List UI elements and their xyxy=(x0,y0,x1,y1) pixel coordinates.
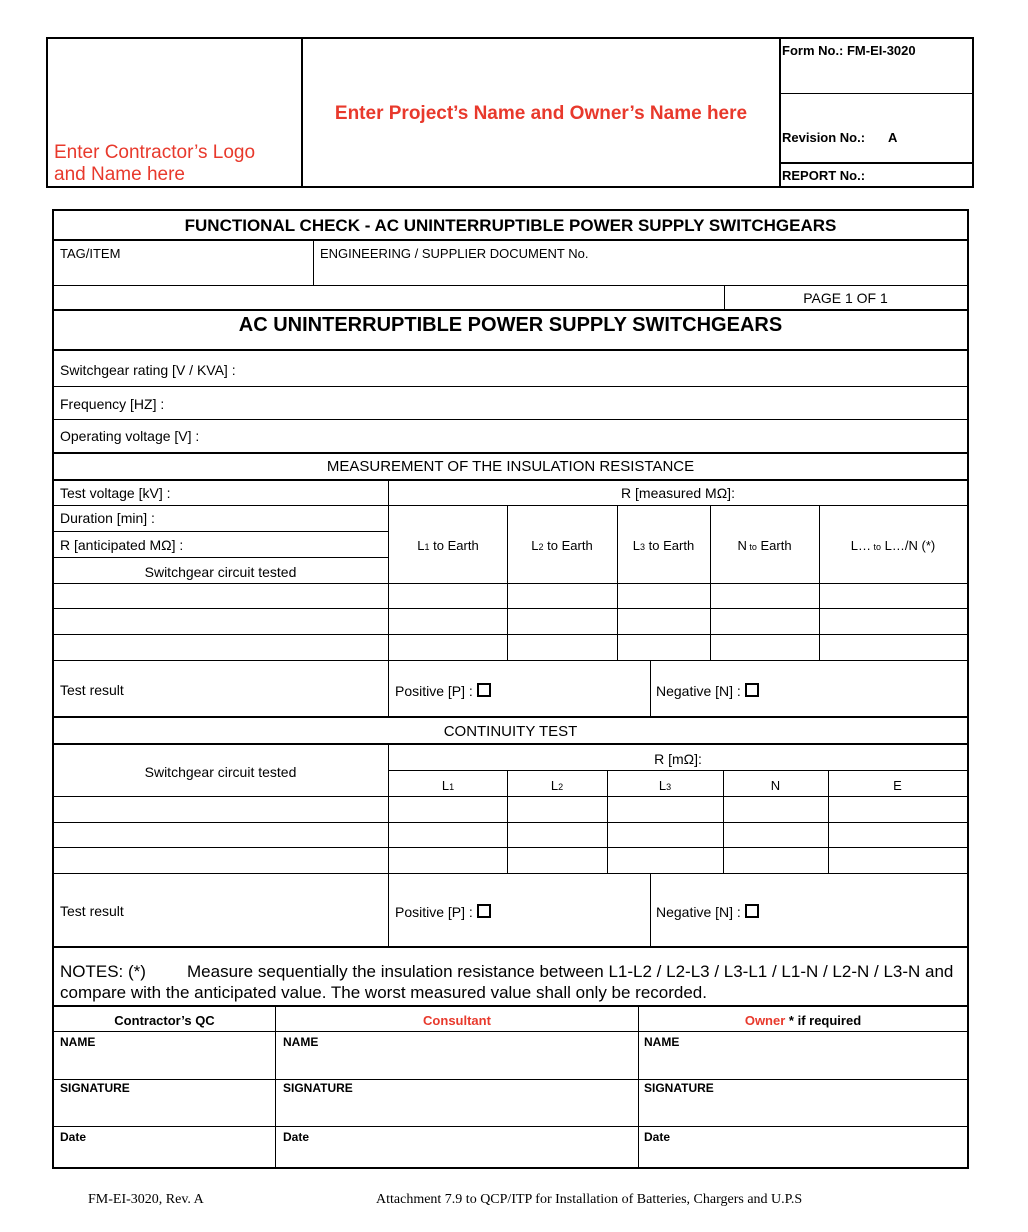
consultant-name-label: NAME xyxy=(283,1035,319,1049)
cont-col-l3: L3 xyxy=(658,778,672,793)
section-title: AC UNINTERRUPTIBLE POWER SUPPLY SWITCHGEARS xyxy=(238,314,783,336)
continuity-circuit-tested-label: Switchgear circuit tested xyxy=(144,764,297,780)
page-number: PAGE 1 OF 1 xyxy=(803,290,888,306)
cont-col-l1: L1 xyxy=(441,778,455,793)
consultant-signature-label: SIGNATURE xyxy=(283,1081,353,1095)
insulation-positive-checkbox[interactable] xyxy=(477,683,491,697)
owner-name-label: NAME xyxy=(644,1035,680,1049)
continuity-positive: Positive [P] : xyxy=(395,904,491,920)
report-no: REPORT No.: xyxy=(782,168,866,183)
continuity-title: CONTINUITY TEST xyxy=(443,723,578,740)
cont-col-e: E xyxy=(893,778,902,793)
insulation-positive: Positive [P] : xyxy=(395,683,491,699)
notes-block xyxy=(60,961,965,1003)
notes-label: NOTES: (*) xyxy=(60,962,146,981)
notes-line1-text: Measure sequentially the insulation resistance between L1-L2 / L2-L3 / L3-L1 / L1-N / L2-N / L3-N and xyxy=(187,962,954,981)
project-owner-placeholder: Enter Project’s Name and Owner’s Name here xyxy=(334,103,748,124)
test-voltage-label: Test voltage [kV] : xyxy=(60,485,171,501)
insulation-title: MEASUREMENT OF THE INSULATION RESISTANCE xyxy=(326,458,695,475)
ins-col-l1-earth: L1 to Earth xyxy=(417,538,479,553)
contractor-date-label: Date xyxy=(60,1130,87,1144)
rating-label: Switchgear rating [V / KVA] : xyxy=(60,362,236,378)
consultant-heading: Consultant xyxy=(423,1013,491,1028)
insulation-negative-checkbox[interactable] xyxy=(745,683,759,697)
eng-doc-label: ENGINEERING / SUPPLIER DOCUMENT No. xyxy=(320,246,589,261)
ins-col-l-l-n: L… to L…/N (*) xyxy=(850,538,936,553)
contractor-name-label: NAME xyxy=(60,1035,96,1049)
r-anticipated-label: R [anticipated MΩ] : xyxy=(60,537,184,553)
operating-voltage-label: Operating voltage [V] : xyxy=(60,428,200,444)
contractor-qc-heading: Contractor’s QC xyxy=(114,1013,215,1028)
ins-col-l3-earth: L3 to Earth xyxy=(632,538,695,553)
owner-heading: Owner * if required xyxy=(744,1013,862,1028)
continuity-negative: Negative [N] : xyxy=(656,904,759,920)
continuity-positive-checkbox[interactable] xyxy=(477,904,491,918)
r-mohm-label: R [mΩ]: xyxy=(654,751,702,767)
footer-right: Attachment 7.9 to QCP/ITP for Installation of Batteries, Chargers and U.P.S xyxy=(376,1192,803,1207)
contractor-logo-line1: Enter Contractor’s Logo xyxy=(54,142,256,163)
ins-col-n-earth: N to Earth xyxy=(737,538,792,553)
r-measured-label: R [measured MΩ]: xyxy=(621,485,735,501)
main-title: FUNCTIONAL CHECK - AC UNINTERRUPTIBLE POWER SUPPLY SWITCHGEARS xyxy=(184,216,837,235)
contractor-logo-line2: and Name here xyxy=(54,164,185,185)
duration-label: Duration [min] : xyxy=(60,510,155,526)
owner-date-label: Date xyxy=(644,1130,671,1144)
contractor-signature-label: SIGNATURE xyxy=(60,1081,130,1095)
notes-line1 xyxy=(60,961,965,982)
form-no: Form No.: FM-EI-3020 xyxy=(782,43,916,58)
insulation-test-result-label: Test result xyxy=(60,682,124,698)
revision-value: A xyxy=(888,130,898,145)
continuity-negative-checkbox[interactable] xyxy=(745,904,759,918)
revision-label: Revision No.: xyxy=(782,130,866,145)
notes-line2: compare with the anticipated value. The worst measured value shall only be recorded. xyxy=(60,983,707,1002)
footer-left: FM-EI-3020, Rev. A xyxy=(88,1192,204,1207)
continuity-test-result-label: Test result xyxy=(60,903,124,919)
cont-col-l2: L2 xyxy=(550,778,564,793)
cont-col-n: N xyxy=(770,778,781,793)
tag-item-label: TAG/ITEM xyxy=(60,246,121,261)
consultant-date-label: Date xyxy=(283,1130,310,1144)
owner-signature-label: SIGNATURE xyxy=(644,1081,714,1095)
ins-col-l2-earth: L2 to Earth xyxy=(531,538,593,553)
contractor-logo-placeholder xyxy=(54,142,255,186)
frequency-label: Frequency [HZ] : xyxy=(60,396,165,412)
insulation-circuit-tested-label: Switchgear circuit tested xyxy=(144,564,297,580)
insulation-negative: Negative [N] : xyxy=(656,683,759,699)
